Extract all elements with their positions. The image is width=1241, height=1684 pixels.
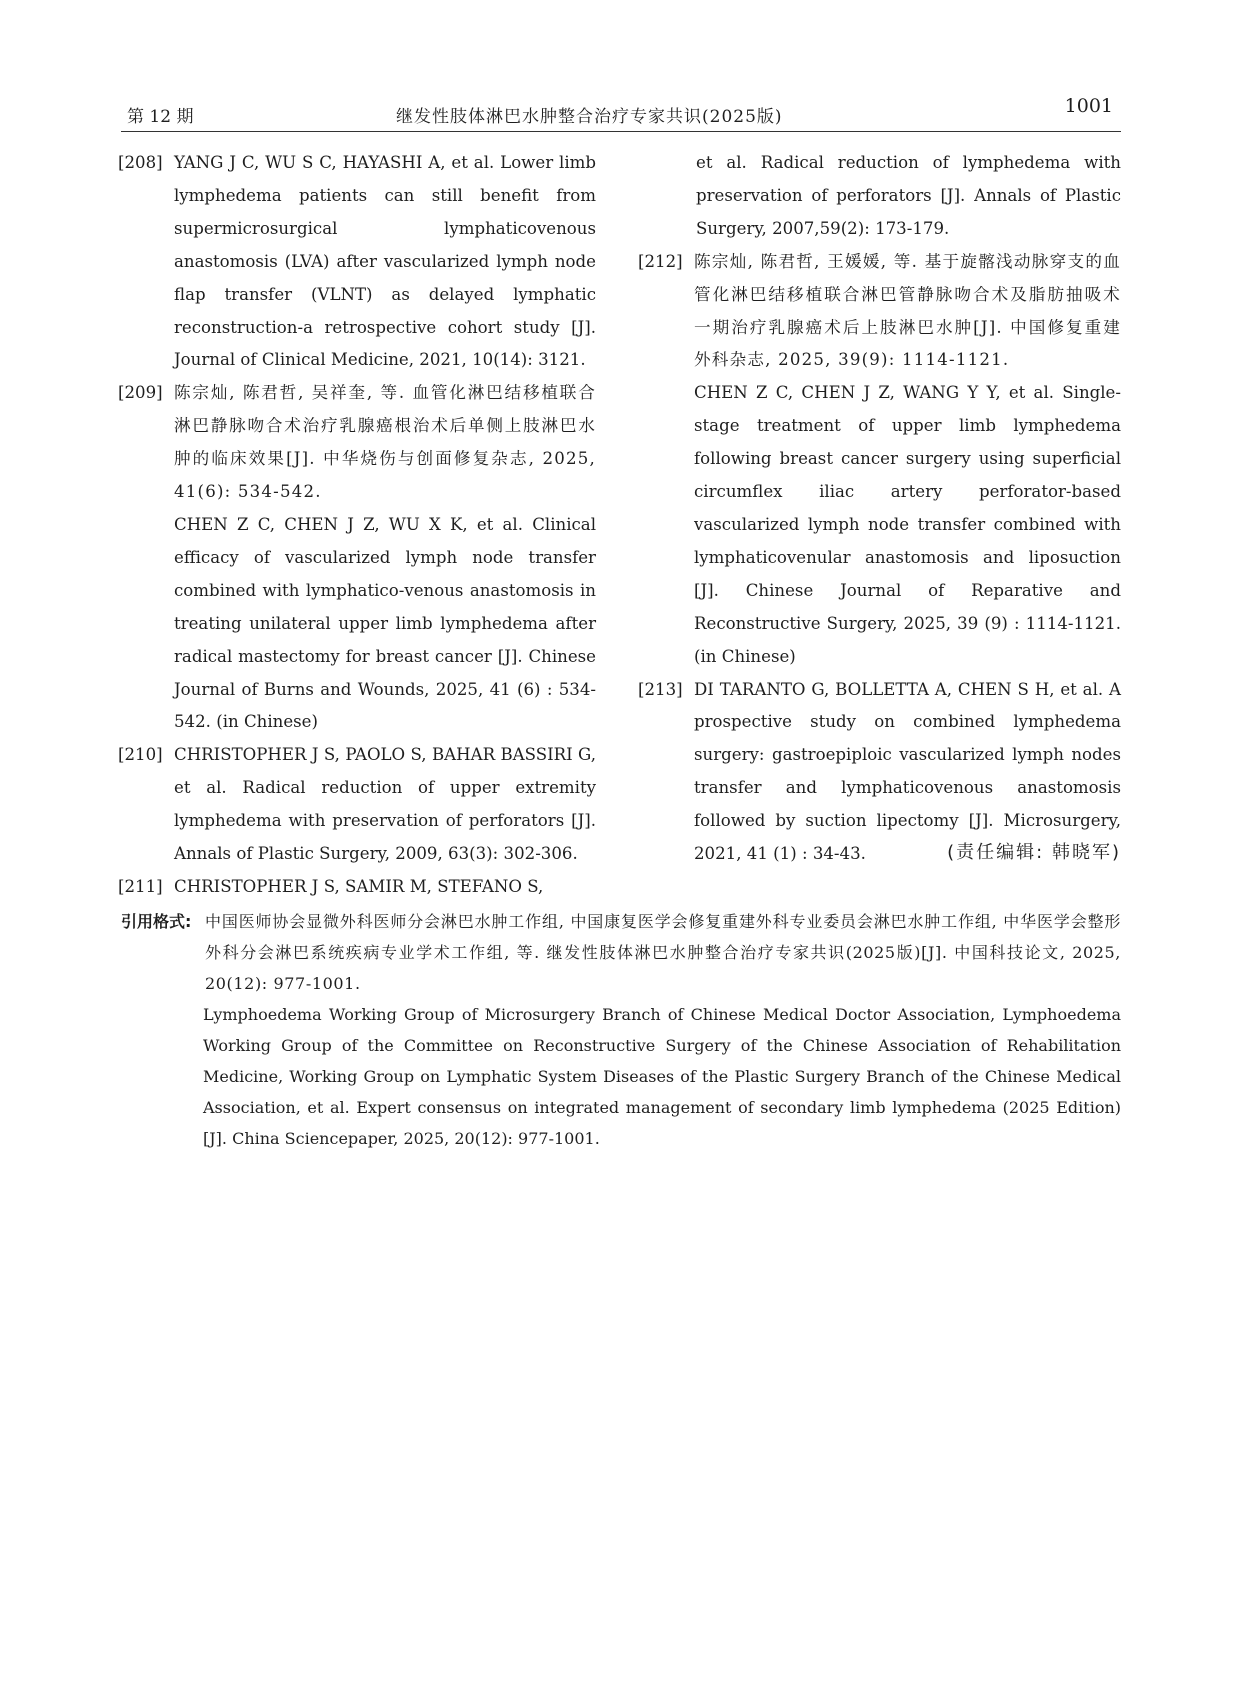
reference-209 xyxy=(118,377,596,739)
reference-number: [211] xyxy=(118,876,163,896)
editor-note: (责任编辑: 韩晓军) xyxy=(947,842,1121,863)
citation-text-chinese: 中国医师协会显微外科医师分会淋巴水肿工作组, 中国康复医学会修复重建外科专业委员会淋巴水肿工作组, 中华医学会整形外科分会淋巴系统疾病专业学术工作组, 等. 继发性肢体淋巴水肿整合治疗专家共识(2025版)[J]. 中国科技论文, 2025, 20(12): 977-1001. xyxy=(205,912,1121,993)
reference-number: [210] xyxy=(118,745,163,765)
reference-212 xyxy=(638,246,1121,674)
reference-208 xyxy=(118,147,596,377)
right-column xyxy=(638,147,1121,871)
running-header xyxy=(121,93,1121,132)
reference-text-continued: et al. Radical reduction of lymphedema with preservation of perforators [J]. Annals of Plastic Surgery, 2007,59(2): 173-179. xyxy=(696,153,1121,238)
reference-text: CHRISTOPHER J S, PAOLO S, BAHAR BASSIRI G, et al. Radical reduction of upper extremity lymphedema with preservation of perforators [J]. Annals of Plastic Surgery, 2009, 63(3): 302-306. xyxy=(174,745,596,864)
reference-text-english: CHEN Z C, CHEN J Z, WU X K, et al. Clinical efficacy of vascularized lymph node transfer combined with lymphatico-venous anastomosis in treating unilateral upper limb lymphedema after radical mastectomy for breast cancer [J]. Chinese Journal of Burns and Wounds, 2025, 41 (6) : 534-542. (in Chinese) xyxy=(174,514,596,732)
reference-text: DI TARANTO G, BOLLETTA A, CHEN S H, et al. A prospective study on combined lymphedema surgery: gastroepiploic vascularized lymph nodes transfer and lymphaticovenous anastomosis followed by suction lipectomy [J]. Microsurgery, 2021, 41 (1) : 34-43. xyxy=(694,679,1121,864)
reference-text-chinese: 陈宗灿, 陈君哲, 吴祥奎, 等. 血管化淋巴结移植联合淋巴静脉吻合术治疗乳腺癌根治术后单侧上肢淋巴水肿的临床效果[J]. 中华烧伤与创面修复杂志, 2025, 41(6): 534-542. xyxy=(174,383,596,502)
citation-body xyxy=(205,906,1121,1154)
reference-211 xyxy=(118,871,596,904)
citation-label: 引用格式: xyxy=(121,912,192,931)
citation-block xyxy=(121,906,1121,1154)
reference-text-chinese: 陈宗灿, 陈君哲, 王媛媛, 等. 基于旋髂浅动脉穿支的血管化淋巴结移植联合淋巴管静脉吻合术及脂肪抽吸术一期治疗乳腺癌术后上肢淋巴水肿[J]. 中国修复重建外科杂志, 2025, 39(9): 1114-1121. xyxy=(694,251,1121,370)
running-title: 继发性肢体淋巴水肿整合治疗专家共识(2025版) xyxy=(396,107,783,127)
reference-number: [209] xyxy=(118,383,163,403)
page-number: 1001 xyxy=(1064,95,1113,117)
reference-211-continued xyxy=(638,147,1121,246)
reference-number: [213] xyxy=(638,679,683,699)
issue-number: 第 12 期 xyxy=(127,107,194,127)
reference-210 xyxy=(118,739,596,871)
left-column xyxy=(118,147,596,904)
reference-text: YANG J C, WU S C, HAYASHI A, et al. Lower limb lymphedema patients can still benefit from supermicrosurgical lymphaticovenous anastomosis (LVA) after vascularized lymph node flap transfer (VLNT) as delayed lymphatic reconstruction-a retrospective cohort study [J]. Journal of Clinical Medicine, 2021, 10(14): 3121. xyxy=(174,153,596,370)
reference-text: CHRISTOPHER J S, SAMIR M, STEFANO S, xyxy=(174,876,544,896)
reference-number: [208] xyxy=(118,153,163,172)
citation-text-english: Lymphoedema Working Group of Microsurgery Branch of Chinese Medical Doctor Association, Lymphoedema Working Group of the Committee on Reconstructive Surgery of the Chinese Association of Rehabilitation Medicine, Working Group on Lymphatic System Diseases of the Plastic Surgery Branch of the Chinese Medical Association, et al. Expert consensus on integrated management of secondary limb lymphedema (2025 Edition) [J]. China Sciencepaper, 2025, 20(12): 977-1001. xyxy=(203,1005,1121,1148)
reference-number: [212] xyxy=(638,251,683,271)
reference-text-english: CHEN Z C, CHEN J Z, WANG Y Y, et al. Single-stage treatment of upper limb lymphedema following breast cancer surgery using superficial circumflex iliac artery perforator-based vascularized lymph node transfer combined with lymphaticovenular anastomosis and liposuction [J]. Chinese Journal of Reparative and Reconstructive Surgery, 2025, 39 (9) : 1114-1121. (in Chinese) xyxy=(694,383,1121,666)
